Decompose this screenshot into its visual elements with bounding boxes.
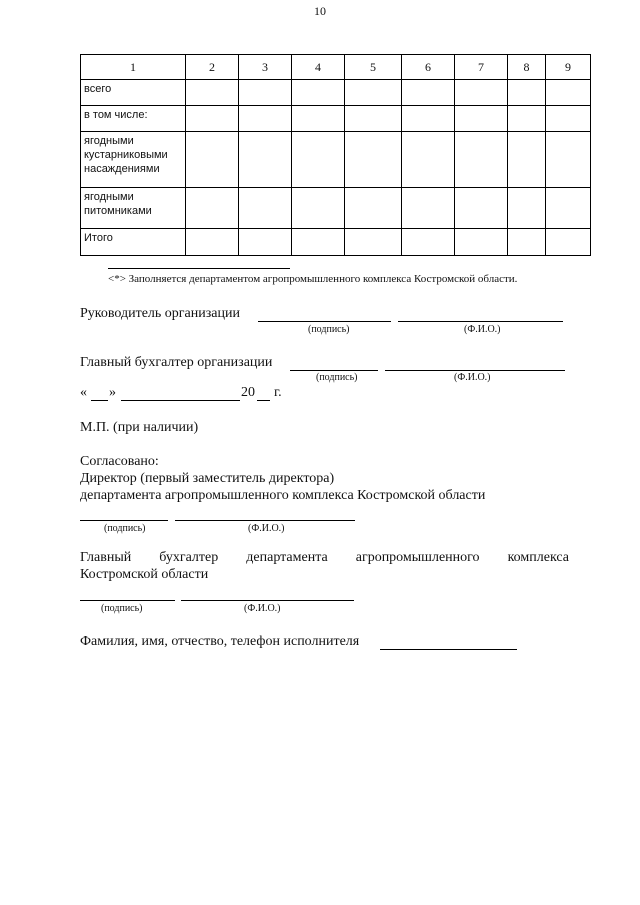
column-header: 8 xyxy=(508,55,546,80)
executor-label: Фамилия, имя, отчество, телефон исполнителя xyxy=(80,634,360,649)
table-cell[interactable] xyxy=(292,106,345,132)
table-cell[interactable] xyxy=(239,188,292,229)
table-cell[interactable] xyxy=(455,229,508,256)
row-label-grand-total: Итого xyxy=(81,229,186,256)
column-header: 6 xyxy=(402,55,455,80)
dept-accountant-word: департамента xyxy=(246,550,328,565)
table-cell[interactable] xyxy=(345,229,402,256)
table-cell[interactable] xyxy=(455,132,508,188)
manager-name-caption: (Ф.И.О.) xyxy=(464,324,501,335)
table-cell[interactable] xyxy=(186,229,239,256)
table-cell[interactable] xyxy=(546,132,591,188)
table-row xyxy=(81,80,591,106)
table-cell[interactable] xyxy=(508,188,546,229)
column-header: 3 xyxy=(239,55,292,80)
page-number: 10 xyxy=(314,4,326,18)
table-header-row xyxy=(81,55,591,80)
chief-accountant-label: Главный бухгалтер организации xyxy=(80,355,273,370)
table-row xyxy=(81,229,591,256)
date-year-suffix: г. xyxy=(274,385,282,400)
row-label-line: кустарниковыми xyxy=(84,149,168,161)
row-label-line: ягодными xyxy=(84,135,134,147)
table-cell[interactable] xyxy=(239,229,292,256)
director-sign-caption: (подпись) xyxy=(104,523,146,534)
dept-accountant-line xyxy=(80,550,569,566)
row-label-including: в том числе: xyxy=(81,106,186,132)
footnote: <*> Заполняется департаментом агропромышленного комплекса Костромской области. xyxy=(108,273,518,285)
table-cell[interactable] xyxy=(546,229,591,256)
dept-accountant-signature-field[interactable] xyxy=(80,585,175,601)
table-cell[interactable] xyxy=(402,80,455,106)
date-day-field[interactable] xyxy=(91,385,108,401)
dept-accountant-word: агропромышленного xyxy=(355,550,480,565)
date-year-prefix: 20 xyxy=(241,385,255,400)
table-cell[interactable] xyxy=(402,229,455,256)
table-cell[interactable] xyxy=(186,80,239,106)
table-cell[interactable] xyxy=(292,188,345,229)
table-cell[interactable] xyxy=(508,80,546,106)
table-cell[interactable] xyxy=(345,188,402,229)
table-cell[interactable] xyxy=(292,80,345,106)
director-name-field[interactable] xyxy=(175,505,355,521)
stamp-note: М.П. (при наличии) xyxy=(80,420,199,435)
dept-accountant-sign-caption: (подпись) xyxy=(101,603,143,614)
table-cell[interactable] xyxy=(546,80,591,106)
manager-label: Руководитель организации xyxy=(80,306,240,321)
column-header: 4 xyxy=(292,55,345,80)
table-cell[interactable] xyxy=(402,106,455,132)
row-label-berry-nurseries xyxy=(81,188,186,229)
column-header: 5 xyxy=(345,55,402,80)
table-cell[interactable] xyxy=(239,106,292,132)
table-row xyxy=(81,106,591,132)
table-cell[interactable] xyxy=(292,132,345,188)
table-cell[interactable] xyxy=(508,106,546,132)
dept-accountant-word: бухгалтер xyxy=(159,550,219,565)
row-label-line: питомниками xyxy=(84,205,152,217)
date-close-quote: » xyxy=(109,385,116,400)
table-cell[interactable] xyxy=(345,106,402,132)
date-open-quote: « xyxy=(80,385,87,400)
approval-department-line: департамента агропромышленного комплекса Костромской области xyxy=(80,488,486,503)
chief-accountant-name-caption: (Ф.И.О.) xyxy=(454,372,491,383)
table-cell[interactable] xyxy=(239,80,292,106)
column-header: 1 xyxy=(81,55,186,80)
data-table xyxy=(80,54,591,256)
table-cell[interactable] xyxy=(455,188,508,229)
column-header: 7 xyxy=(455,55,508,80)
chief-accountant-signature-field[interactable] xyxy=(290,355,378,371)
footnote-divider xyxy=(108,268,290,269)
dept-accountant-word: Главный xyxy=(80,550,132,565)
row-label-line: насаждениями xyxy=(84,163,160,175)
director-name-caption: (Ф.И.О.) xyxy=(248,523,285,534)
row-label-berry-shrubs xyxy=(81,132,186,188)
executor-field[interactable] xyxy=(380,634,517,650)
column-header: 9 xyxy=(546,55,591,80)
dept-accountant-name-caption: (Ф.И.О.) xyxy=(244,603,281,614)
table-cell[interactable] xyxy=(186,132,239,188)
chief-accountant-sign-caption: (подпись) xyxy=(316,372,358,383)
approval-director-line: Директор (первый заместитель директора) xyxy=(80,471,335,486)
manager-sign-caption: (подпись) xyxy=(308,324,350,335)
row-label-line: ягодными xyxy=(84,191,134,203)
chief-accountant-name-field[interactable] xyxy=(385,355,565,371)
dept-accountant-name-field[interactable] xyxy=(181,585,354,601)
dept-accountant-word: комплекса xyxy=(507,550,569,565)
table-cell[interactable] xyxy=(186,106,239,132)
table-cell[interactable] xyxy=(345,80,402,106)
dept-accountant-region: Костромской области xyxy=(80,567,209,582)
table-cell[interactable] xyxy=(239,132,292,188)
table-row xyxy=(81,188,591,229)
row-label-total: всего xyxy=(81,80,186,106)
table-cell[interactable] xyxy=(186,188,239,229)
column-header: 2 xyxy=(186,55,239,80)
manager-name-field[interactable] xyxy=(398,306,563,322)
manager-signature-field[interactable] xyxy=(258,306,391,322)
table-cell[interactable] xyxy=(402,188,455,229)
director-signature-field[interactable] xyxy=(80,505,168,521)
table-cell[interactable] xyxy=(546,106,591,132)
date-year-field[interactable] xyxy=(257,385,270,401)
table-cell[interactable] xyxy=(402,132,455,188)
table-cell[interactable] xyxy=(508,132,546,188)
table-cell[interactable] xyxy=(546,188,591,229)
table-cell[interactable] xyxy=(292,229,345,256)
table-cell[interactable] xyxy=(508,229,546,256)
table-cell[interactable] xyxy=(345,132,402,188)
approval-title: Согласовано: xyxy=(80,454,159,469)
table-cell[interactable] xyxy=(455,80,508,106)
date-month-field[interactable] xyxy=(121,385,240,401)
table-cell[interactable] xyxy=(455,106,508,132)
table-row xyxy=(81,132,591,188)
